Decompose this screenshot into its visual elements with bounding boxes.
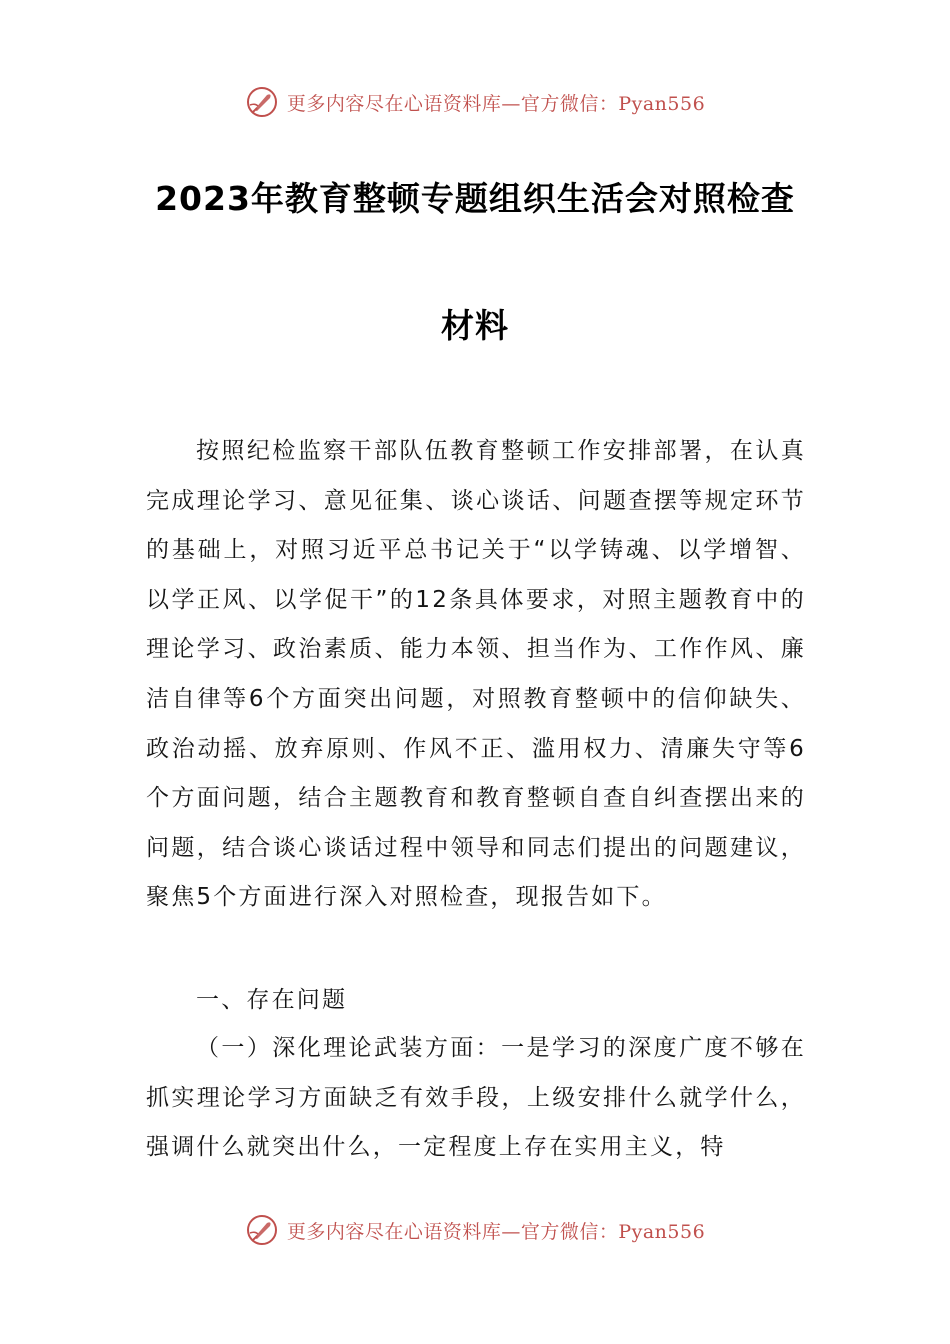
document-title-continued: 材料 [441,306,509,345]
document-title: 2023年教育整顿专题组织生活会对照检查 [155,179,795,218]
quill-pen-icon [245,1213,279,1247]
watermark-text: 更多内容尽在心语资料库—官方微信：Pyan556 [286,1220,706,1243]
quill-pen-icon [245,85,279,119]
section-heading: 一、存在问题 [196,987,348,1013]
intro-paragraph: 按照纪检监察干部队伍教育整顿工作安排部署，在认真完成理论学习、意见征集、谈心谈话、问题查摆等规定环节的基础上，对照习近平总书记关于“以学铸魂、以学增智、以学正风、以学促干”的12条具体要求，对照主题教育中的理论学习、政治素质、能力本领、担当作为、工作作风、廉洁自律等6个方面突出问题，对照教育整顿中的信仰缺失、政治动摇、放弃原则、作风不正、滥用权力、清廉失守等6个方面问题，结合主题教育和教育整顿自查自纠查摆出来的问题，结合谈心谈话过程中领导和同志们提出的问题建议，聚焦5个方面进行深入对照检查，现报告如下。 [146,438,806,911]
watermark-header [0,84,950,120]
body-paragraph: （一）深化理论武装方面：一是学习的深度广度不够在抓实理论学习方面缺乏有效手段，上级安排什么就学什么，强调什么就突出什么，一定程度上存在实用主义，特 [146,1035,806,1161]
watermark-footer [0,1212,950,1248]
watermark-text: 更多内容尽在心语资料库—官方微信：Pyan556 [286,92,706,115]
